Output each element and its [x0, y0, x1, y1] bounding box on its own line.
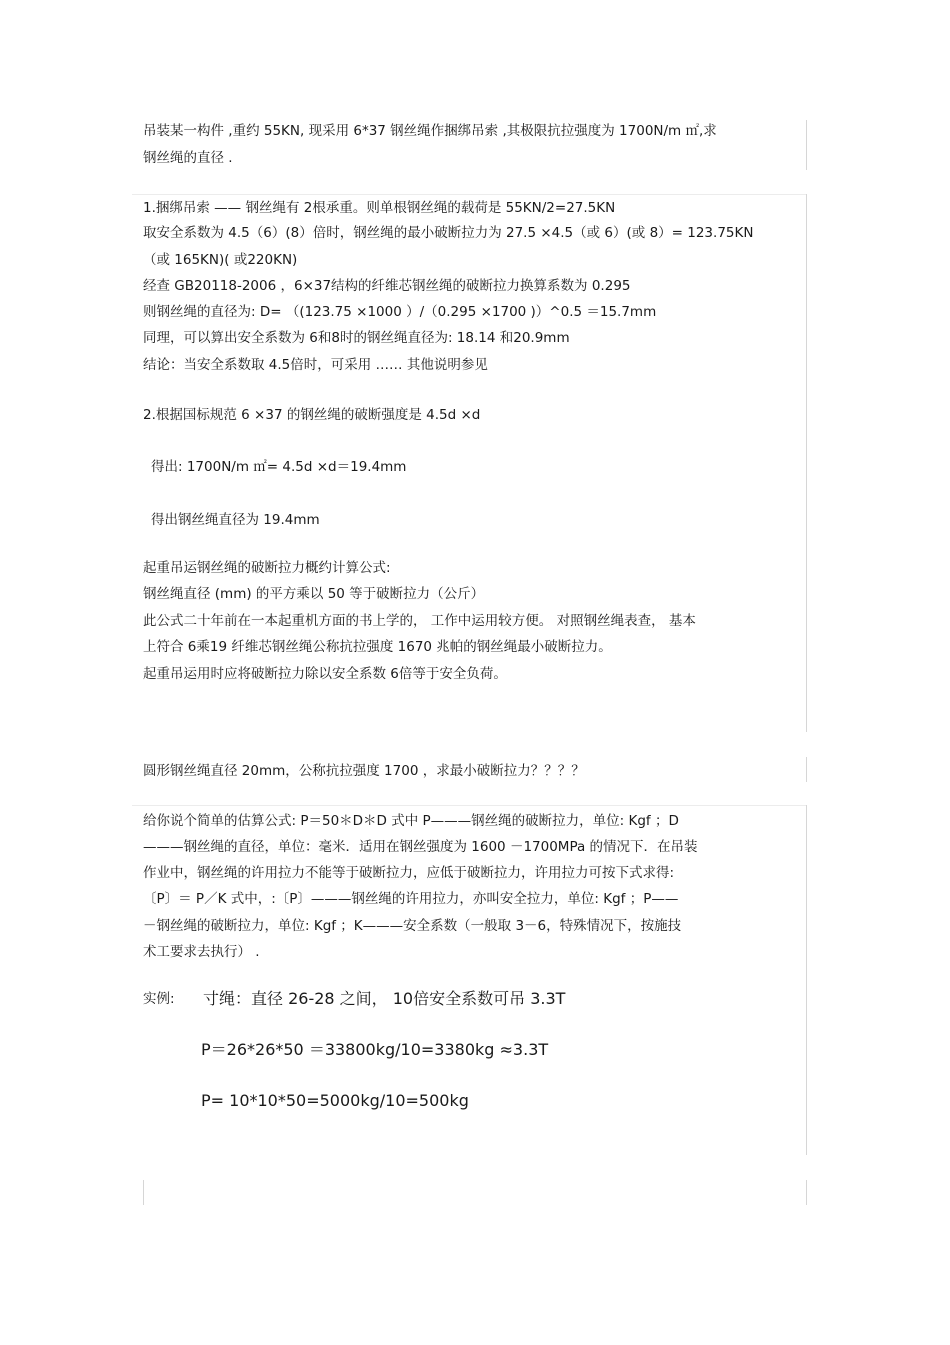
divider-1: [132, 194, 807, 195]
footer-right-border: [806, 1180, 807, 1205]
question2-text: 圆形钢丝绳直径 20mm，公称抗拉强度 1700 ，求最小破断拉力？？？？: [143, 763, 585, 779]
question1: [143, 122, 807, 172]
formula-line: 起重吊运钢丝绳的破断拉力概约计算公式:: [143, 560, 391, 576]
question1-line: 吊装某一构件 ,重约 55KN, 现采用 6*37 钢丝绳作捆绑吊索 ,其极限抗拉强度为 1700N/m ㎡,求: [143, 123, 717, 139]
method2-result: 得出: 1700N/m ㎡= 4.5d ×d＝19.4mm: [151, 459, 407, 475]
example-label: 实例:: [143, 991, 175, 1007]
method2-title: 2.根据国标规范 6 ×37 的钢丝绳的破断强度是 4.5d ×d: [143, 407, 481, 423]
formula-line: 起重吊运用时应将破断拉力除以安全系数 6倍等于安全负荷。: [143, 666, 507, 682]
method2-diameter: 得出钢丝绳直径为 19.4mm: [151, 512, 320, 528]
answer2-line: 〔P〕＝ P／K 式中，:〔P〕———钢丝绳的许用拉力，亦叫安全拉力，单位: Kgf ；P——: [143, 891, 679, 907]
answer1-line: 1.捆绑吊索 —— 钢丝绳有 2根承重。则单根钢丝绳的载荷是 55KN/2=27.5KN: [143, 200, 616, 216]
answer1: [143, 199, 807, 689]
answer2-line: ———钢丝绳的直径，单位：毫米．适用在钢丝强度为 1600 －1700MPa 的情况下．在吊装: [143, 839, 698, 855]
answer2-line: 术工要求去执行） .: [143, 944, 260, 960]
answer1-line: 经查 GB20118-2006 ，6×37结构的纤维芯钢丝绳的破断拉力换算系数为 0.295: [143, 278, 631, 294]
answer2-line: 给你说个简单的估算公式: P＝50＊D＊D 式中 P———钢丝绳的破断拉力，单位: Kgf ；D: [143, 813, 679, 829]
formula-line: 此公式二十年前在一本起重机方面的书上学的， 工作中运用较方便。 对照钢丝绳表查， 基本: [143, 613, 696, 629]
example-line: P＝26*26*50 ＝33800kg/10=3380kg ≈3.3T: [201, 1040, 549, 1059]
answer2-line: －钢丝绳的破断拉力，单位: Kgf ；K———安全系数（一般取 3－6，特殊情况下，按施技: [143, 918, 682, 934]
question1-line: 钢丝绳的直径 .: [143, 150, 233, 166]
answer2-line: 作业中，钢丝绳的许用拉力不能等于破断拉力，应低于破断拉力，许用拉力可按下式求得:: [143, 865, 675, 881]
answer1-line: 则钢丝绳的直径为: D= （(123.75 ×1000 ）/（0.295 ×1700 )）^0.5 ＝15.7mm: [143, 304, 657, 320]
divider-2: [132, 805, 807, 806]
formula-line: 上符合 6乘19 纤维芯钢丝绳公称抗拉强度 1670 兆帕的钢丝绳最小破断拉力。: [143, 639, 612, 655]
question2: [143, 762, 807, 784]
formula-line: 钢丝绳直径 (mm) 的平方乘以 50 等于破断拉力（公斤）: [143, 586, 485, 602]
answer2: [143, 812, 807, 1122]
footer-left-border: [143, 1180, 144, 1205]
answer1-conclusion: 结论：当安全系数取 4.5倍时，可采用 …… 其他说明参见: [143, 357, 488, 373]
answer1-line: 同理，可以算出安全系数为 6和8时的钢丝绳直径为: 18.14 和20.9mm: [143, 330, 570, 346]
answer1-line: 取安全系数为 4.5（6）(8）倍时，钢丝绳的最小破断拉力为 27.5 ×4.5（或 6）(或 8）= 123.75KN: [143, 225, 754, 241]
answer1-line: （或 165KN)( 或220KN): [143, 252, 298, 268]
example-line: P= 10*10*50=5000kg/10=500kg: [201, 1091, 469, 1110]
example-line: 寸绳：直径 26-28 之间， 10倍安全系数可吊 3.3T: [203, 989, 566, 1008]
